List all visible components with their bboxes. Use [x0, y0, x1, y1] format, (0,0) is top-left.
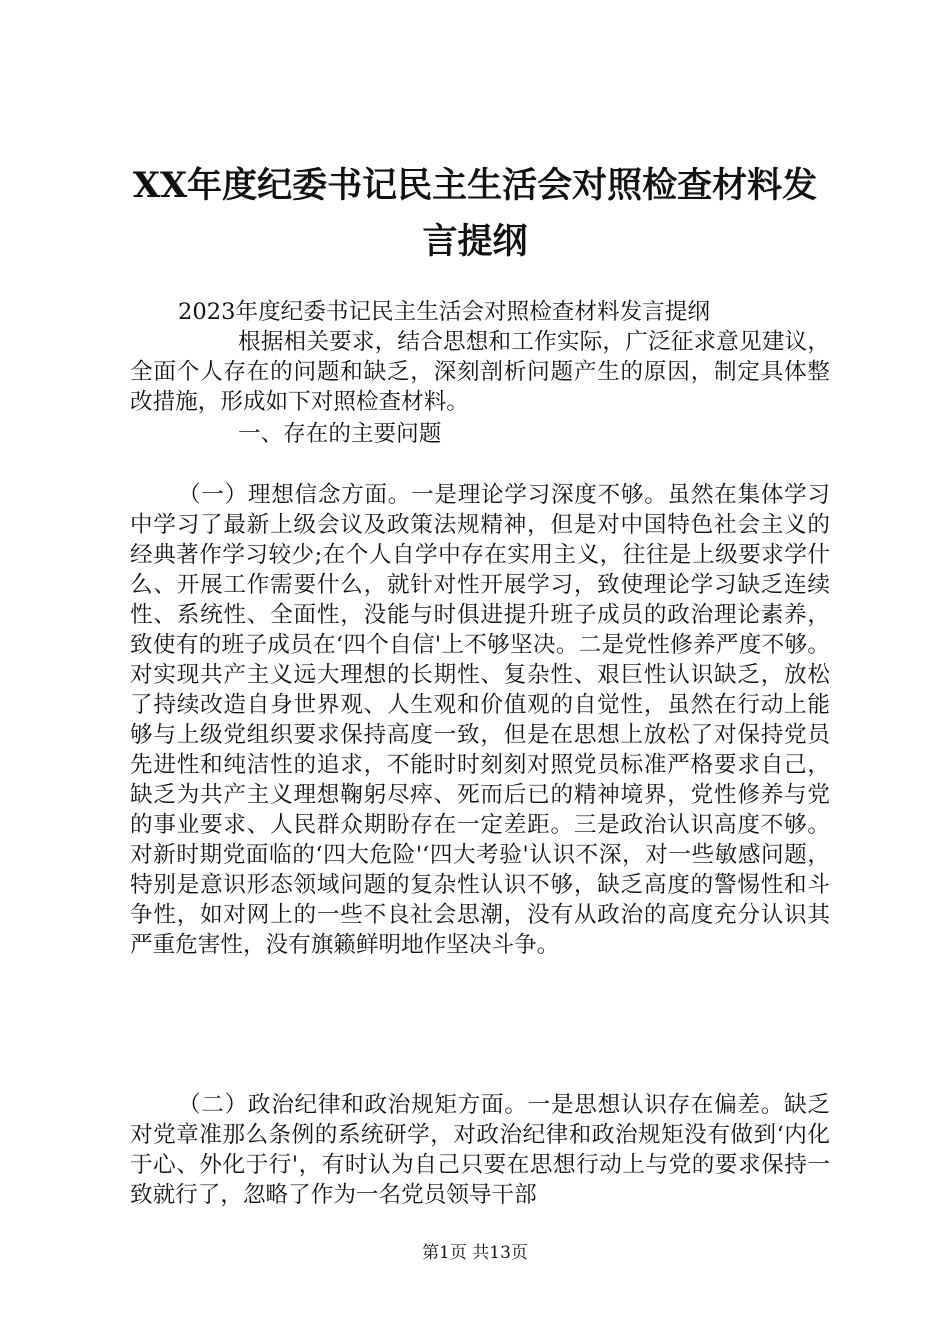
section-heading: 一、存在的主要问题 [238, 421, 442, 447]
document-title-line-1: XX年度纪委书记民主生活会对照检查材料发 [132, 165, 818, 206]
document-subtitle: 2023年度纪委书记民主生活会对照检查材料发言提纲 [178, 299, 710, 325]
page-footer: 第1页 共13页 [422, 1243, 528, 1263]
intro-paragraph: 根据相关要求，结合思想和工作实际，广泛征求意见建议，全面个人存在的问题和缺乏，深刻剖析问题产生的原因，制定具体整改措施，形成如下对照检查材料。 [130, 329, 830, 415]
document-title-line-2: 言提纲 [422, 221, 528, 262]
paragraph-ideals-beliefs: （一）理想信念方面。一是理论学习深度不够。虽然在集体学习中学习了最新上级会议及政策法规精神，但是对中国特色社会主义的经典著作学习较少;在个人自学中存在实用主义，往往是上级要求学什么、开展工作需要什么，就针对性开展学习，致使理论学习缺乏连续性、系统性、全面性，没能与时俱进提升班子成员的政治理论素养，致使有的班子成员在‘四个自信'上不够坚决。二是党性修养严度不够。对实现共产主义远大理想的长期性、复杂性、艰巨性认识缺乏，放松了持续改造自身世界观、人生观和价值观的自觉性，虽然在行动上能够与上级党组织要求保持高度一致，但是在思想上放松了对保持党员先进性和纯洁性的追求，不能时时刻刻对照党员标准严格要求自己，缺乏为共产主义理想鞠躬尽瘁、死而后已的精神境界，党性修养与党的事业要求、人民群众期盼存在一定差距。三是政治认识高度不够。对新时期党面临的‘四大危险'‘四大考验'认识不深，对一些敏感问题，特别是意识形态领域问题的复杂性认识不够，缺乏高度的警惕性和斗争性，如对网上的一些不良社会思潮，没有从政治的高度充分认识其严重危害性，没有旗籁鲜明地作坚决斗争。 [130, 482, 830, 958]
paragraph-political-discipline: （二）政治纪律和政治规矩方面。一是思想认识存在偏差。缺乏对党章准那么条例的系统研学，对政治纪律和政治规矩没有做到‘内化于心、外化于行'，有时认为自己只要在思想行动上与党的要求保持一致就行了，忽略了作为一名党员领导干部 [130, 1092, 830, 1208]
